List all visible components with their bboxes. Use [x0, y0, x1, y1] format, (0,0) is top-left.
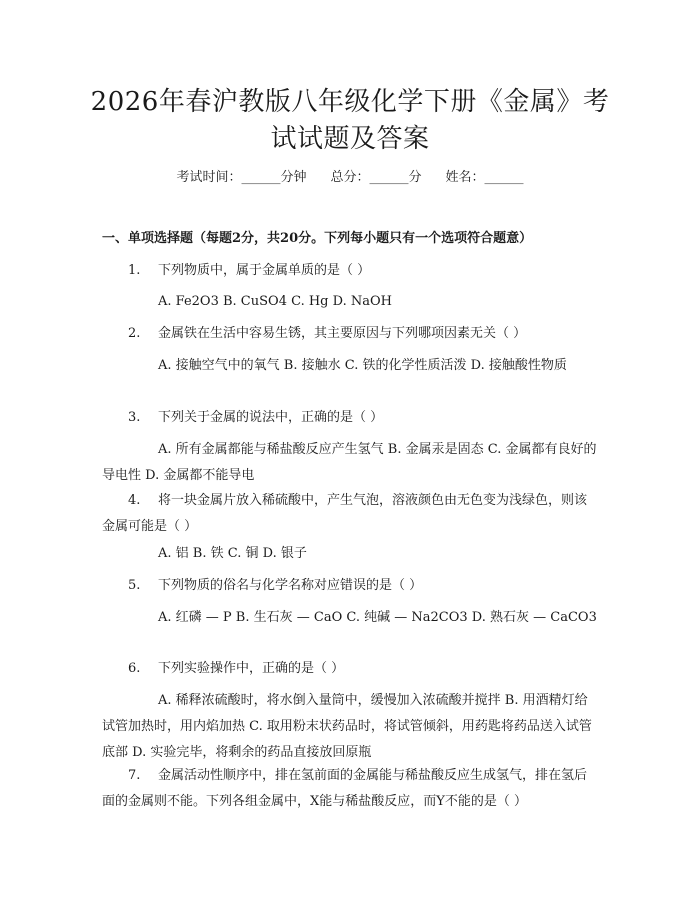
question-options-text: A. Fe2O3 B. CuSO4 C. Hg D. NaOH: [158, 294, 392, 309]
question-options-text: A. 接触空气中的氧气 B. 接触水 C. 铁的化学性质活泼 D. 接触酸性物质: [158, 358, 567, 373]
question-number: 1.: [128, 263, 141, 278]
question-text: 下列物质中，属于金属单质的是（ ）: [158, 263, 371, 278]
question-7: [102, 763, 598, 815]
question-5: [102, 573, 598, 599]
question-text: 下列关于金属的说法中，正确的是（ ）: [158, 410, 384, 425]
question-2-options: [102, 353, 598, 379]
student-name-field: 姓名：______: [445, 170, 524, 185]
question-3: [102, 405, 598, 431]
question-3-options: [102, 437, 598, 489]
question-text: 金属活动性顺序中，排在氢前面的金属能与稀盐酸反应生成氢气，排在氢后面的金属则不能。下列各组金属中，X能与稀盐酸反应，而Y不能的是（ ）: [102, 768, 588, 809]
question-number: 5.: [128, 578, 141, 593]
question-number: 4.: [128, 493, 141, 508]
question-text: 下列物质的俗名与化学名称对应错误的是（ ）: [158, 578, 423, 593]
question-text: 金属铁在生活中容易生锈，其主要原因与下列哪项因素无关（ ）: [158, 326, 527, 341]
question-1-options: [102, 289, 598, 315]
question-number: 7.: [128, 768, 141, 783]
question-text: 将一块金属片放入稀硫酸中，产生气泡，溶液颜色由无色变为浅绿色，则该金属可能是（ ）: [102, 493, 588, 534]
question-text: 下列实验操作中，正确的是（ ）: [158, 661, 345, 676]
question-4-options: [102, 541, 598, 567]
page-title-line-2: 试试题及答案: [270, 124, 430, 154]
question-options-text: A. 铝 B. 铁 C. 铜 D. 银子: [158, 546, 307, 561]
exam-meta: [0, 168, 700, 188]
question-5-options: [102, 605, 598, 631]
question-number: 6.: [128, 661, 141, 676]
question-6-options: [102, 688, 598, 766]
question-options-text: A. 稀释浓硫酸时，将水倒入量筒中，缓慢加入浓硫酸并搅拌 B. 用酒精灯给试管加热时，用内焰加热 C. 取用粉末状药品时，将试管倾斜，用药匙将药品送入试管底部 D. 实验完毕，将剩余的药品直接放回原瓶: [102, 693, 592, 760]
exam-time-field: 考试时间：______分钟: [176, 170, 307, 185]
page-title-line-1: 2026年春沪教版八年级化学下册《金属》考: [90, 87, 610, 117]
question-number: 2.: [128, 326, 141, 341]
exam-score-field: 总分：______分: [330, 170, 422, 185]
question-1: [102, 258, 598, 284]
question-options-text: A. 所有金属都能与稀盐酸反应产生氢气 B. 金属汞是固态 C. 金属都有良好的导电性 D. 金属都不能导电: [102, 442, 597, 483]
question-4: [102, 488, 598, 540]
question-number: 3.: [128, 410, 141, 425]
question-6: [102, 656, 598, 682]
question-2: [102, 321, 598, 347]
section-heading-single-choice: 一、单项选择题（每题2分，共20分。下列每小题只有一个选项符合题意）: [102, 231, 533, 246]
question-options-text: A. 红磷 — P B. 生石灰 — CaO C. 纯碱 — Na2CO3 D. 熟石灰 — CaCO3: [158, 610, 597, 625]
